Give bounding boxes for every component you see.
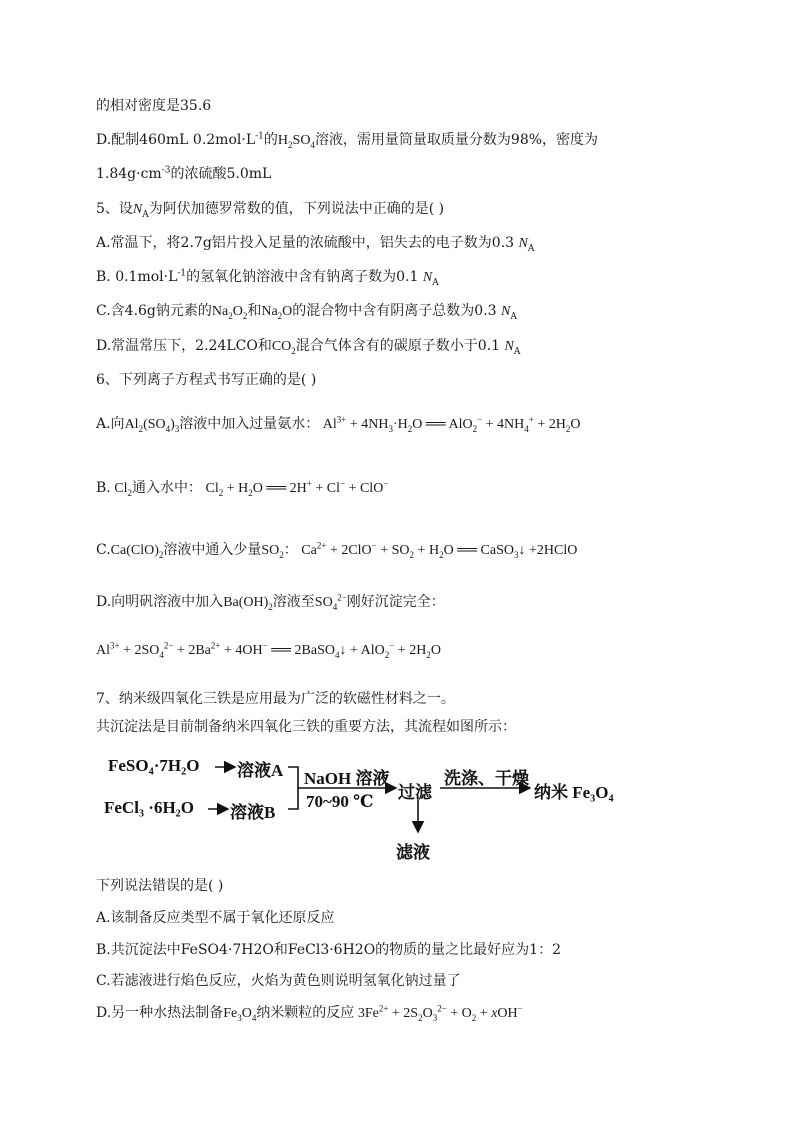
flow-feso4: FeSO₄·7H₂O (108, 756, 200, 775)
q5-option-a: A.常温下，将2.7g铝片投入足量的浓硫酸中，铝失去的电子数为0.3 $N_A$ (96, 235, 535, 254)
option-d-prev: D.配制460mL $0.2mol\cdot L^{-1}$的$H_2SO_4$溶液，需用量筒量取质量分数为98%，密度为 (96, 131, 599, 150)
q6-option-d: D.向明矾溶液中加入$Ba(OH)_2$溶液至$SO_4^{2-}$刚好沉淀完全： (96, 592, 445, 612)
flow-fecl3: FeCl₃ ·6H₂O (104, 798, 194, 817)
flow-diagram (100, 752, 660, 872)
line-1: 的相对密度是35.6 (96, 98, 212, 114)
option-d-prev-cont: $1.84g\cdot cm^{-3}$的浓硫酸5.0mL (96, 165, 272, 182)
flow-solution-a: 溶液A (237, 761, 284, 780)
q5-option-d: D.常温常压下，2.24LCO和$CO_2$混合气体含有的碳原子数小于0.1 $N_A$ (96, 338, 521, 357)
q5-option-c: C.含4.6g钠元素的$Na_2O_2$和$Na_2O$的混合物中含有阴离子总数为0.3 $N_A$ (96, 303, 517, 322)
flow-filtrate: 滤液 (396, 843, 430, 862)
flow-wash-dry: 洗涤、干燥 (444, 769, 529, 788)
flow-solution-b: 溶液B (230, 803, 276, 822)
q7-option-b: B.共沉淀法中FeSO4·7H2O和FeCl3·6H2O的物质的量之比最好应为1：2 (96, 942, 561, 958)
question-7: 7、纳米级四氧化三铁是应用最为广泛的软磁性材料之一。 (96, 691, 455, 707)
q6-option-d-equation: $Al^{3+} + 2SO_4^{2-} + 2Ba^{2+} + 4OH^-$ ══ 2BaSO$_4$↓ + $AlO_2^- + 2H_2O$ (96, 640, 441, 660)
q7-option-d: D.另一种水热法制备$Fe_3O_4$纳米颗粒的反应 $3Fe^{2+} + 2S_2O_3^{2-} + O_2 + xOH^-$ (96, 1003, 523, 1023)
q5-option-b: B. $0.1mol\cdot L^{-1}$的氢氧化钠溶液中含有钠离子数为0.1 $N_A$ (96, 268, 439, 288)
flow-naoh: NaOH 溶液 (304, 769, 390, 788)
q6-option-c: $C.Ca(ClO)_2$溶液中通入少量$SO_2$： $Ca^{2+} + 2ClO^- + SO_2 + H_2O$ ══ CaSO$_3$↓ +2HClO (96, 540, 578, 560)
q6-option-a: A.向$Al_2(SO_4)_3$溶液中加入过量氨水： $Al^{3+} + 4NH_3\cdot H_2O$ ══ $AlO_2^- + 4NH_4^+ + 2H_2O$ (96, 414, 581, 434)
q7-option-a: A.该制备反应类型不属于氧化还原反应 (96, 910, 335, 926)
q6-option-b: B. $Cl_2$通入水中： $Cl_2 + H_2O$ ══ 2H+ + Cl− + ClO− (96, 478, 389, 498)
question-5: 5、设$N_A$为阿伏加德罗常数的值，下列说法中正确的是( ) (96, 201, 445, 220)
flow-filter: 过滤 (398, 783, 432, 802)
flow-product: 纳米 Fe₃O₄ (534, 783, 614, 802)
flow-temp: 70~90 ℃ (306, 792, 374, 811)
question-7-cont: 共沉淀法是目前制备纳米四氧化三铁的重要方法，其流程如图所示： (96, 719, 516, 735)
q7-option-c: C.若滤液进行焰色反应，火焰为黄色则说明氢氧化钠过量了 (96, 973, 461, 989)
q7-prompt: 下列说法错误的是( ) (96, 878, 224, 894)
question-6: 6、下列离子方程式书写正确的是( ) (96, 372, 317, 388)
